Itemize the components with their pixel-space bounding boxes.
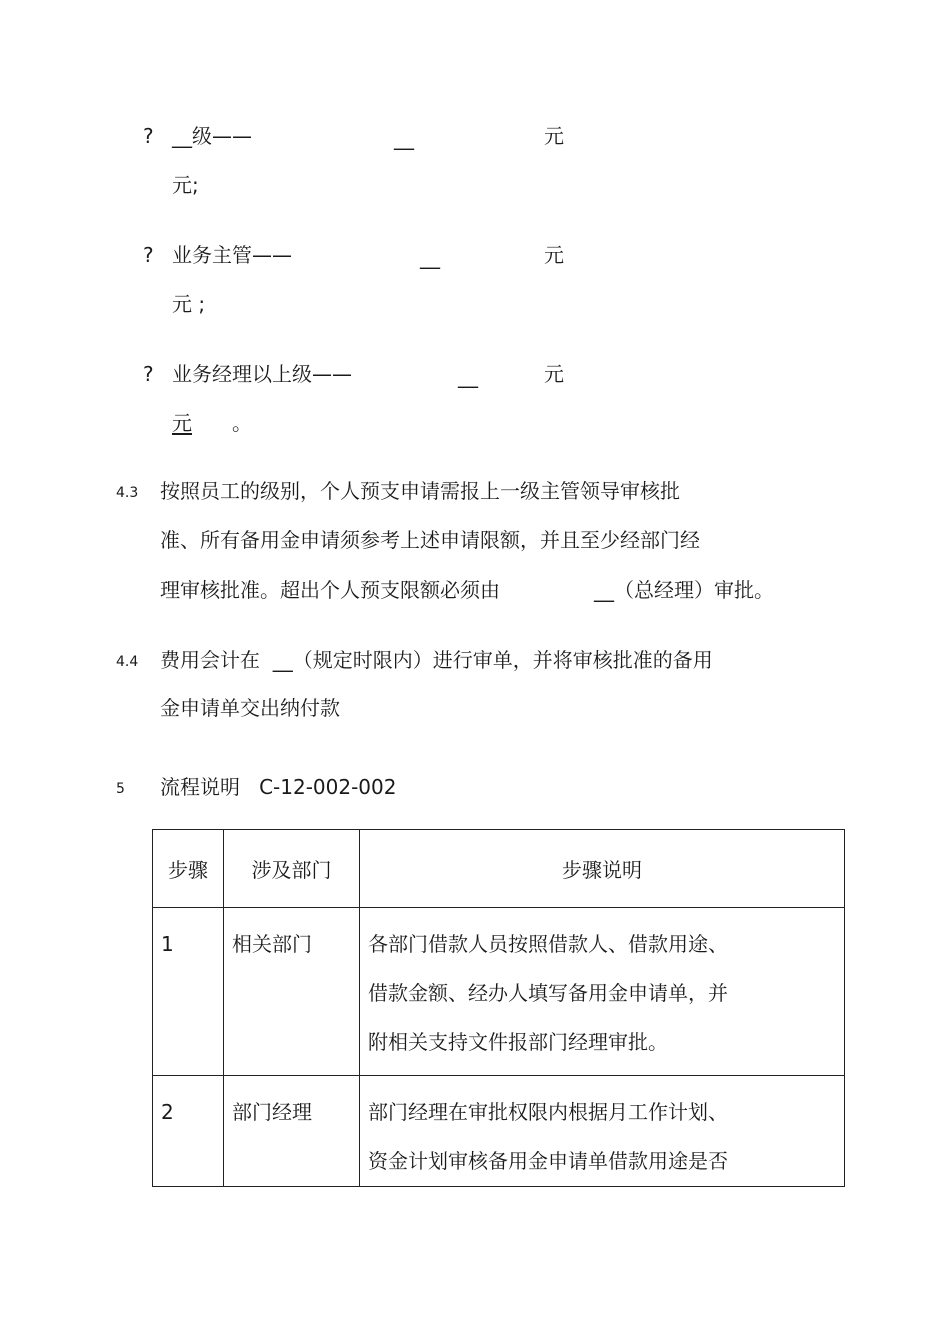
limit-blank: __ — [394, 126, 414, 150]
section-number: 4.3 — [116, 485, 139, 501]
section-4-4-line: 费用会计在 __（规定时限内）进行审单，并将审核批准的备用 — [160, 648, 713, 672]
step-number: 1 — [161, 932, 174, 956]
limit-supervisor-label: 业务主管—— — [172, 243, 292, 267]
section-4-3-line: __（总经理）审批。 — [594, 578, 774, 602]
limit-blank: __ — [420, 245, 440, 269]
limit-blank: __ — [458, 364, 478, 388]
section-number: 4.4 — [116, 654, 139, 670]
step-number: 2 — [161, 1100, 174, 1124]
limit-unit-line2: 元; — [172, 173, 199, 197]
description-line: 资金计划审核备用金申请单借款用途是否 — [368, 1149, 728, 1173]
description-line: 各部门借款人员按照借款人、借款用途、 — [368, 932, 728, 956]
bullet-mark: ? — [143, 362, 154, 386]
column-header-description: 步骤说明 — [360, 830, 845, 908]
column-header-step: 步骤 — [153, 830, 224, 908]
table-header-row — [153, 830, 845, 908]
section-4-3-line: 理审核批准。超出个人预支限额必须由 — [160, 578, 500, 602]
process-table — [152, 829, 845, 1187]
description-cell — [360, 1076, 845, 1187]
description-line: 部门经理在审批权限内根据月工作计划、 — [368, 1100, 728, 1124]
section-4-3-line: 按照员工的级别，个人预支申请需报上一级主管领导审核批 — [160, 479, 680, 503]
description-line: 借款金额、经办人填写备用金申请单，并 — [368, 981, 728, 1005]
description-cell — [360, 908, 845, 1076]
section-number: 5 — [116, 781, 125, 797]
limit-unit-line2: 元 ; — [172, 292, 206, 316]
section-title: 流程说明 C-12-002-002 — [160, 775, 397, 799]
period-mark: 。 — [232, 411, 252, 435]
bullet-mark: ? — [143, 243, 154, 267]
department-name: 相关部门 — [232, 932, 312, 956]
bullet-mark: ? — [143, 124, 154, 148]
section-4-4-line: 金申请单交出纳付款 — [160, 696, 340, 720]
limit-manager-label: 业务经理以上级—— — [172, 362, 352, 386]
section-4-3-line: 准、所有备用金申请须参考上述申请限额，并且至少经部门经 — [160, 528, 700, 552]
table-row — [153, 1076, 845, 1187]
limit-unit: 元 — [544, 124, 564, 148]
description-line: 附相关支持文件报部门经理审批。 — [368, 1030, 668, 1054]
limit-unit: 元 — [544, 362, 564, 386]
limit-level-label: __级—— — [172, 124, 252, 148]
column-header-department: 涉及部门 — [224, 830, 360, 908]
department-name: 部门经理 — [232, 1100, 312, 1124]
step-number-cell — [153, 1076, 224, 1187]
limit-unit-line2: 元 — [172, 411, 192, 435]
department-cell — [224, 908, 360, 1076]
table-row — [153, 908, 845, 1076]
department-cell — [224, 1076, 360, 1187]
limit-unit: 元 — [544, 243, 564, 267]
step-number-cell — [153, 908, 224, 1076]
